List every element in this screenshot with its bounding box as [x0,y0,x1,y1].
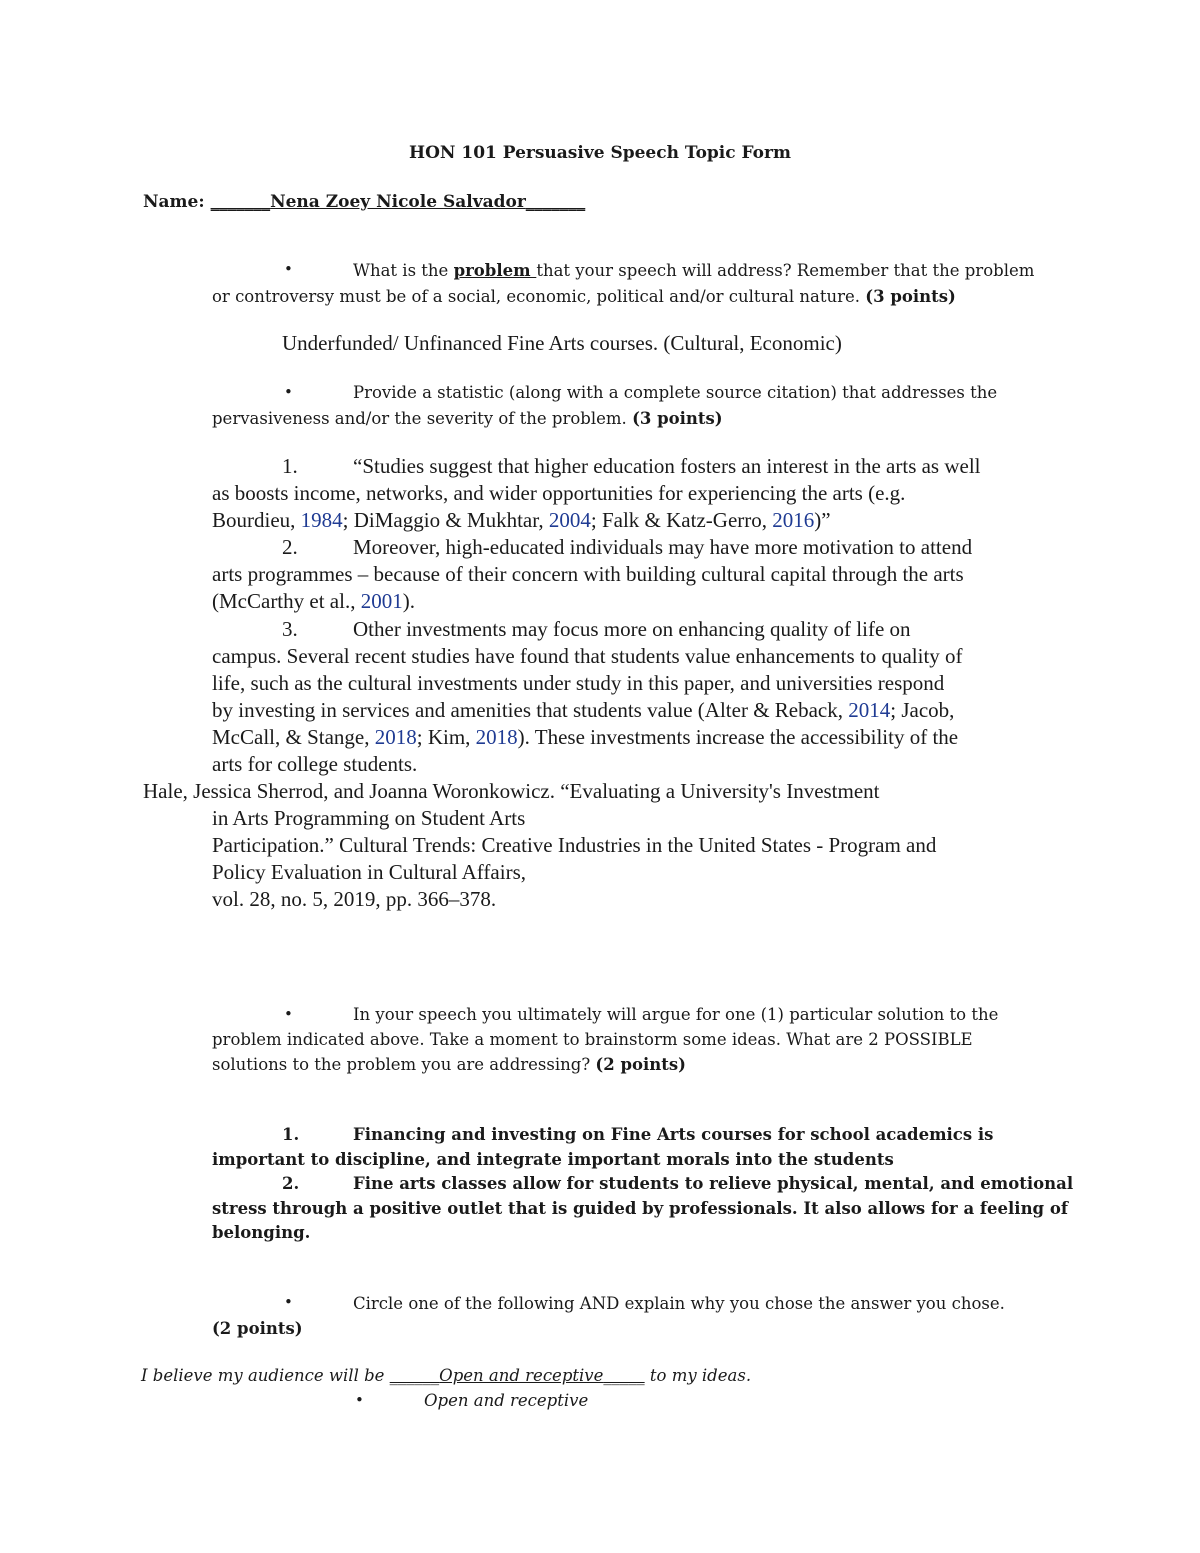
citation-line3: Participation.” Cultural Trends: Creative Industries in the United States - Program and [212,833,937,857]
stat-2-line1: Moreover, high-educated individuals may have more motivation to attend [353,535,973,559]
name-label: Name: [143,192,205,212]
stat-1-number: 1. [282,454,298,478]
solution-2-line1: Fine arts classes allow for students to relieve physical, mental, and emotional [353,1174,1074,1193]
citation-line5: vol. 28, no. 5, 2019, pp. 366–378. [212,887,497,911]
q2-points: (3 points) [632,409,723,428]
stat-3-line6: arts for college students. [212,752,418,776]
q2-line2: pervasiveness and/or the severity of the problem. (3 points) [212,409,723,428]
stat-1-line2: as boosts income, networks, and wider opportunities for experiencing the arts (e.g. [212,481,906,505]
solution-2-line3: belonging. [212,1223,311,1242]
solution-2-line2: stress through a positive outlet that is guided by professionals. It also allows for a feeling of [212,1199,1068,1218]
audience-sentence: I believe my audience will be ______Open and receptive_____ to my ideas. [141,1366,752,1385]
document-title: HON 101 Persuasive Speech Topic Form [409,143,791,163]
solution-1-line2: important to discipline, and integrate important morals into the students [212,1150,894,1169]
solution-1-line1: Financing and investing on Fine Arts courses for school academics is [353,1125,994,1144]
stat-1-line1: “Studies suggest that higher education fosters an interest in the arts as well [353,454,981,478]
stat-3-line4: by investing in services and amenities that students value (Alter & Reback, 2014; Jacob, [212,698,955,722]
bullet-q4: • [284,1293,293,1311]
option-open-receptive: Open and receptive [424,1391,589,1410]
bullet-q1: • [284,260,293,278]
q1-points: (3 points) [865,287,956,306]
name-row [143,192,585,212]
solution-2-number: 2. [282,1174,300,1193]
stat-3-line2: campus. Several recent studies have found that students value enhancements to quality of [212,644,963,668]
bullet-q3: • [284,1005,293,1023]
stat-3-line5: McCall, & Stange, 2018; Kim, 2018). These investments increase the accessibility of the [212,725,959,749]
solution-1-number: 1. [282,1125,300,1144]
bullet-option-1: • [355,1391,364,1409]
q3-line3: solutions to the problem you are addressing? (2 points) [212,1055,686,1074]
stat-3-line3: life, such as the cultural investments under study in this paper, and universities respond [212,671,945,695]
audience-answer: ______Open and receptive_____ [389,1366,645,1385]
q4-line1: Circle one of the following AND explain why you chose the answer you chose. [353,1294,1005,1313]
stat-2-line3: (McCarthy et al., 2001). [212,589,415,613]
q1-keyword: problem [453,261,537,280]
q3-points: (2 points) [595,1055,686,1074]
q3-line1: In your speech you ultimately will argue for one (1) particular solution to the [353,1005,999,1024]
bullet-q2: • [284,383,293,401]
citation-line4: Policy Evaluation in Cultural Affairs, [212,860,526,884]
stat-2-line2: arts programmes – because of their concern with building cultural capital through the arts [212,562,964,586]
name-value: _______Nena Zoey Nicole Salvador_______ [210,192,586,212]
stat-3-number: 3. [282,617,298,641]
stat-1-line3: Bourdieu, 1984; DiMaggio & Mukhtar, 2004; Falk & Katz-Gerro, 2016)” [212,508,831,532]
stat-3-line1: Other investments may focus more on enhancing quality of life on [353,617,911,641]
q3-line2: problem indicated above. Take a moment to brainstorm some ideas. What are 2 POSSIBLE [212,1030,973,1049]
q4-points: (2 points) [212,1319,303,1338]
answer-1: Underfunded/ Unfinanced Fine Arts courses. (Cultural, Economic) [282,331,842,355]
q1-line1: What is the problem that your speech will address? Remember that the problem [353,261,1035,280]
q1-line2: or controversy must be of a social, economic, political and/or cultural nature. (3 points) [212,287,956,306]
citation-line1: Hale, Jessica Sherrod, and Joanna Woronkowicz. “Evaluating a University's Investment [143,779,880,803]
citation-line2: in Arts Programming on Student Arts [212,806,526,830]
q2-line1: Provide a statistic (along with a complete source citation) that addresses the [353,383,998,402]
stat-2-number: 2. [282,535,298,559]
